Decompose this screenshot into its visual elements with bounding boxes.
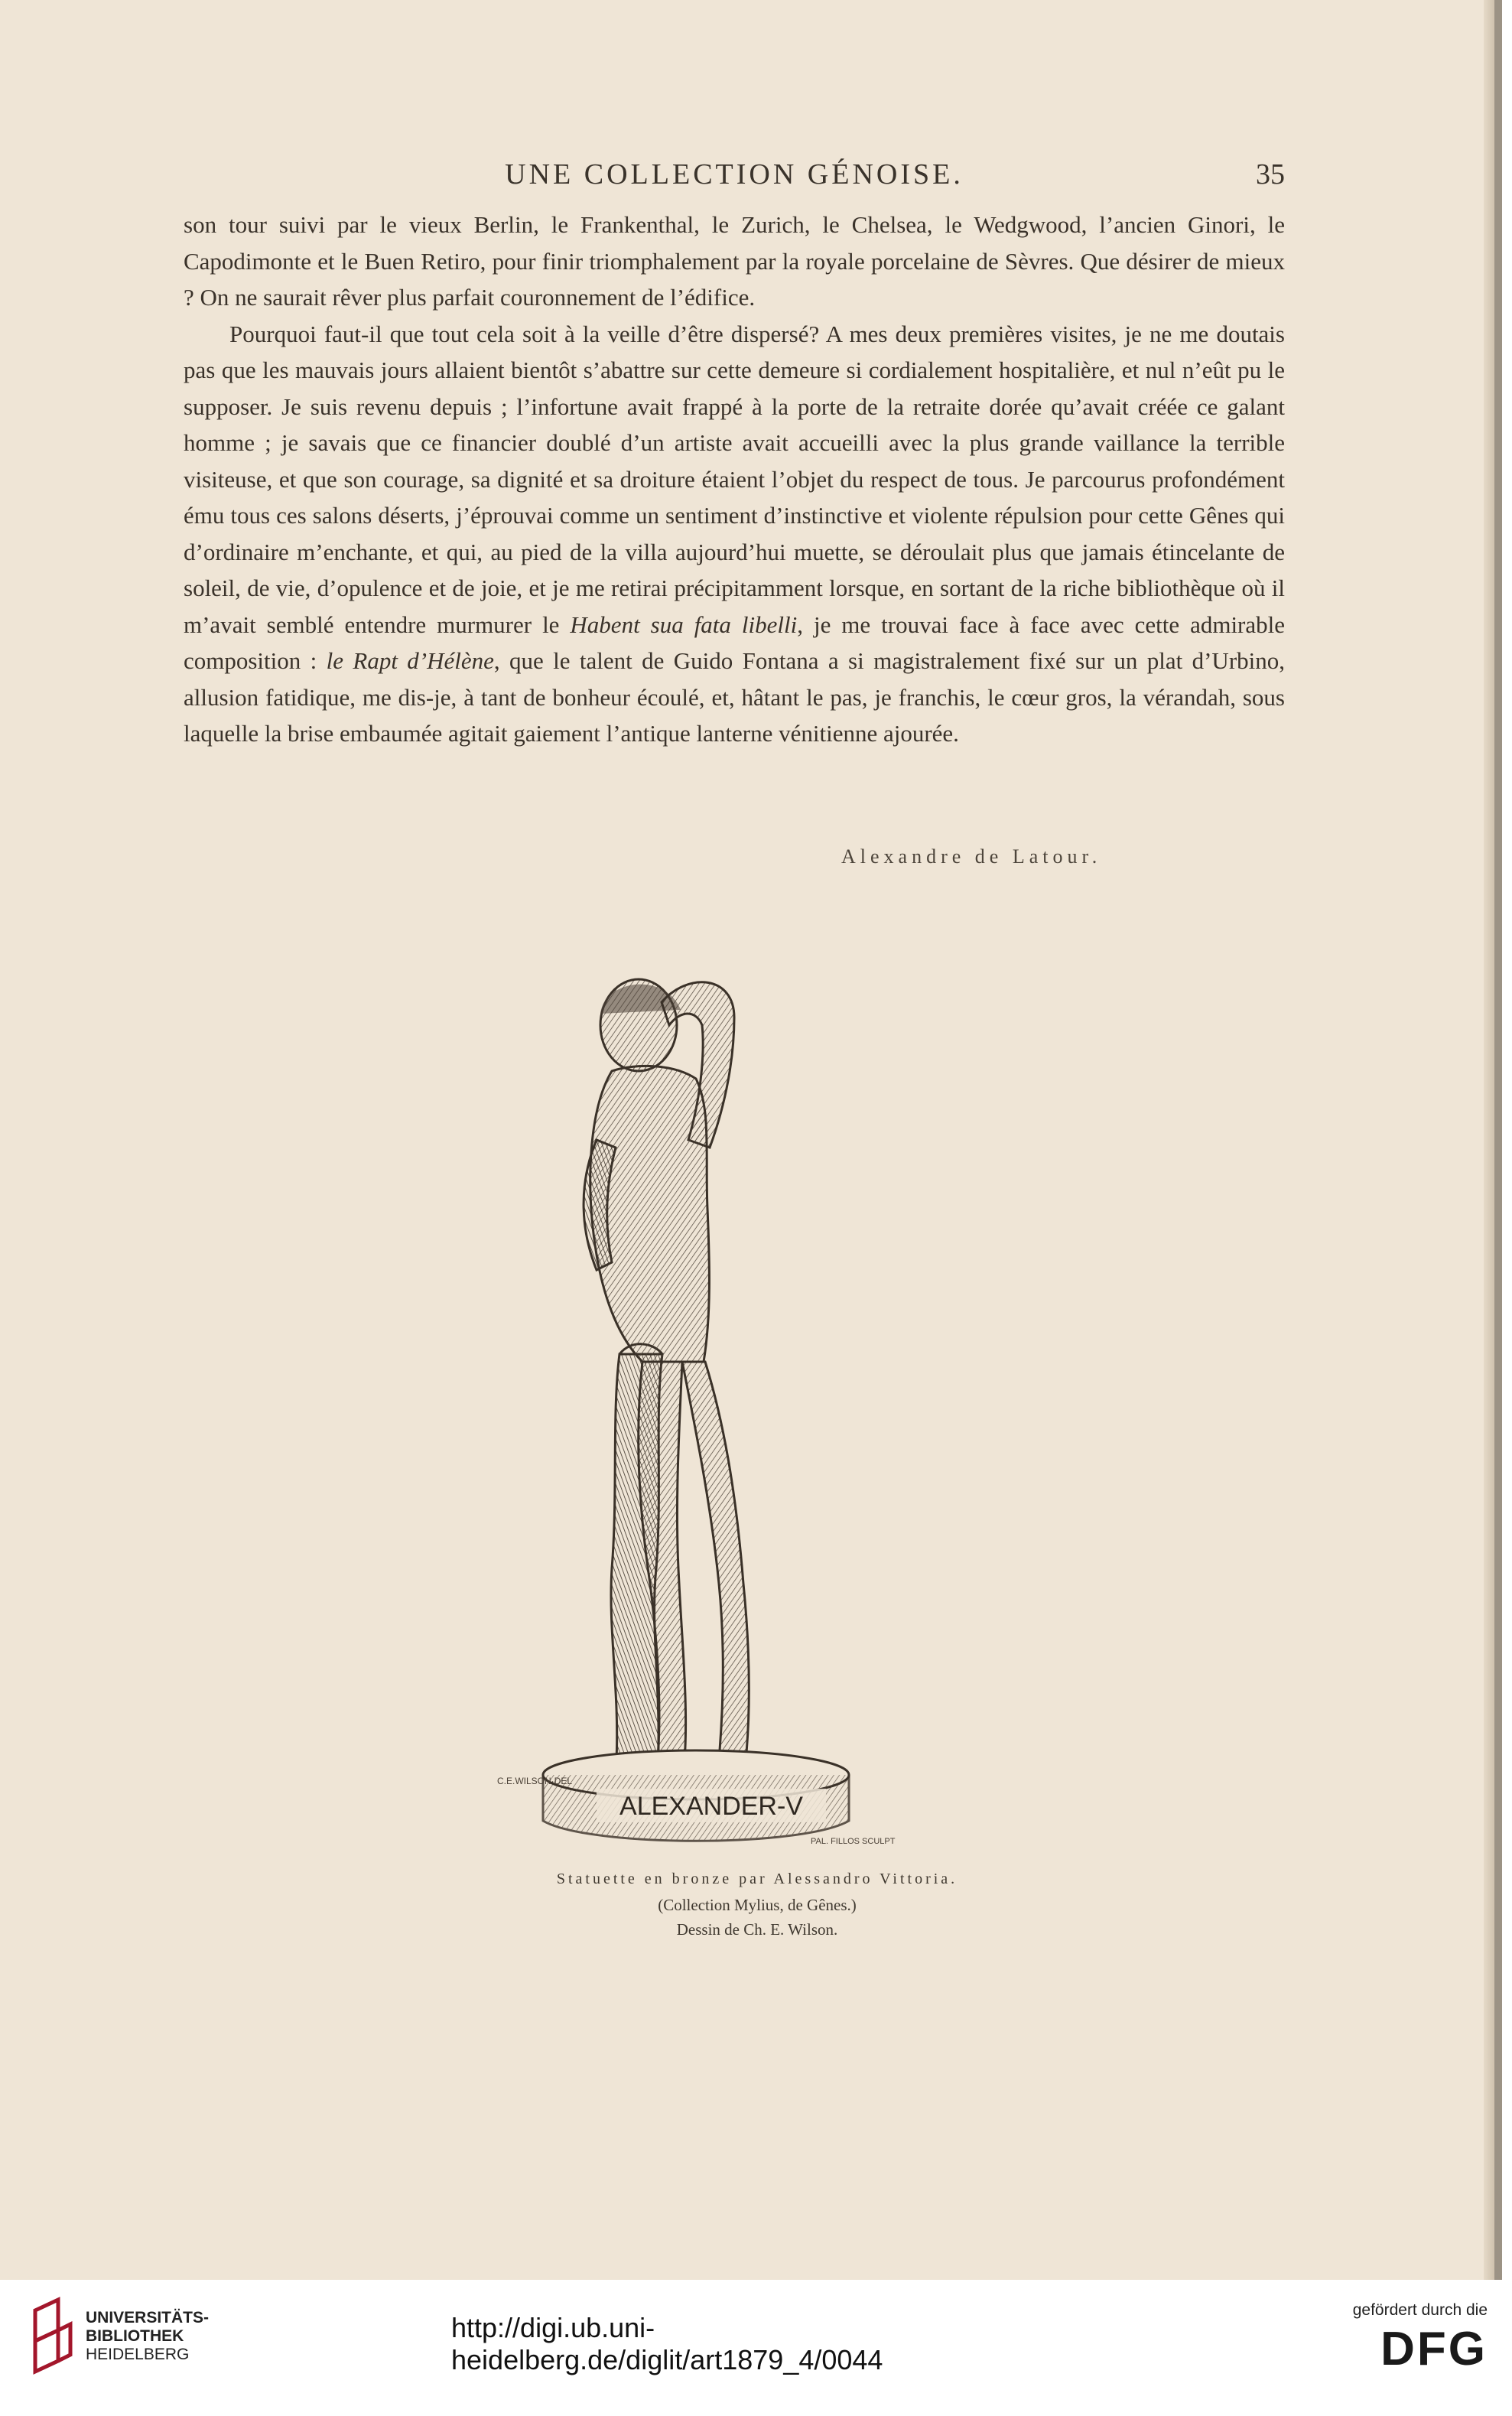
paragraph-1-text: son tour suivi par le vieux Berlin, le Frankenthal, le Zurich, le Chelsea, le Wedgwood, l’ancien Ginori, le Capodimonte et le Buen Retiro, pour finir triomphalement par la royale porcelaine de Sèvres. Que désirer de mieux ? On ne saurait rêver plus parfait couronnement de l’édifice. (184, 211, 1285, 311)
author-signature: Alexandre de Latour. (841, 845, 1102, 868)
viewer-footer (0, 2280, 1512, 2416)
article-body (184, 207, 1285, 752)
engraver-signature-left: C.E.WILSON·DEL (497, 1776, 573, 1786)
permalink-url[interactable]: http://digi.ub.uni-heidelberg.de/diglit/art1879_4/0044 (451, 2312, 883, 2375)
paragraph-2-text-a: Pourquoi faut-il que tout cela soit à la veille d’être dispersé? A mes deux premières visites, je ne me doutais pas que les mauvais jours allaient bientôt s’abattre sur cette demeure si cordialement hospitalière, et nul n’eût pu le supposer. Je suis revenu depuis ; l’infortune avait frappé à la porte de la retraite dorée qu’avait créée ce galant homme ; je savais que ce financier doublé d’un artiste avait accueilli avec la plus grande vaillance la terrible visiteuse, et que son courage, sa dignité et sa droiture étaient l’objet du respect de tous. Je parcourus profondément ému tous ces salons déserts, j’éprouvai comme un sentiment d’instinctive et violente répulsion pour cette Gênes qui d’ordinaire m’enchante, et qui, au pied de la villa aujourd’hui muette, se déroulait plus que jamais étincelante de soleil, de vie, d’opulence et de joie, et je me retirai précipitamment lorsque, en sortant de la riche bibliothèque où il m’avait semblé entendre murmurer le (184, 320, 1285, 638)
sponsor-note: gefördert durch die (1352, 2301, 1488, 2319)
paragraph-2-text-b: , je me trouvai face à face avec cette admirable composition : (184, 611, 1286, 674)
running-title: UNE COLLECTION GÉNOISE. (505, 158, 964, 190)
running-head (184, 158, 1285, 204)
paragraph-1 (184, 207, 1285, 316)
library-name (86, 2309, 209, 2364)
statue-illustration (497, 956, 933, 1874)
dfg-logo: DFG (1380, 2323, 1488, 2375)
library-name-line1: UNIVERSITÄTS- (86, 2309, 210, 2326)
caption-title: Statuette en bronze par Alessandro Vittoria. (556, 1871, 958, 1887)
library-name-line3: HEIDELBERG (86, 2346, 190, 2363)
pedestal-inscription: ALEXANDER-V (619, 1792, 803, 1821)
paragraph-2-text-c: , que le talent de Guido Fontana a si magistralement fixé sur un plat d’Urbino, allusion fatidique, me dis-je, à tant de bonheur écoulé, et, hâtant le pas, je franchis, le cœur gros, la vérandah, sous laquelle la brise embaumée agitait gaiement l’antique lanterne vénitienne ajourée. (184, 647, 1286, 747)
sponsor-block (1323, 2301, 1488, 2373)
statue-engraving (497, 956, 933, 1874)
engraver-signature-right: PAL. FILLOS SCULPT (811, 1837, 896, 1846)
page-number: 35 (1256, 158, 1285, 190)
caption-credit: Dessin de Ch. E. Wilson. (676, 1920, 838, 1939)
artwork-title: le Rapt d’Hélène (326, 647, 494, 674)
library-name-line2: BIBLIOTHEK (86, 2327, 184, 2345)
page-shadow (1494, 0, 1502, 2280)
caption-collection: (Collection Mylius, de Gênes.) (658, 1896, 857, 1914)
paragraph-2 (184, 316, 1285, 752)
latin-quote: Habent sua fata libelli (570, 611, 798, 638)
library-logo-icon (29, 2297, 76, 2392)
page-edge (1484, 0, 1494, 2280)
